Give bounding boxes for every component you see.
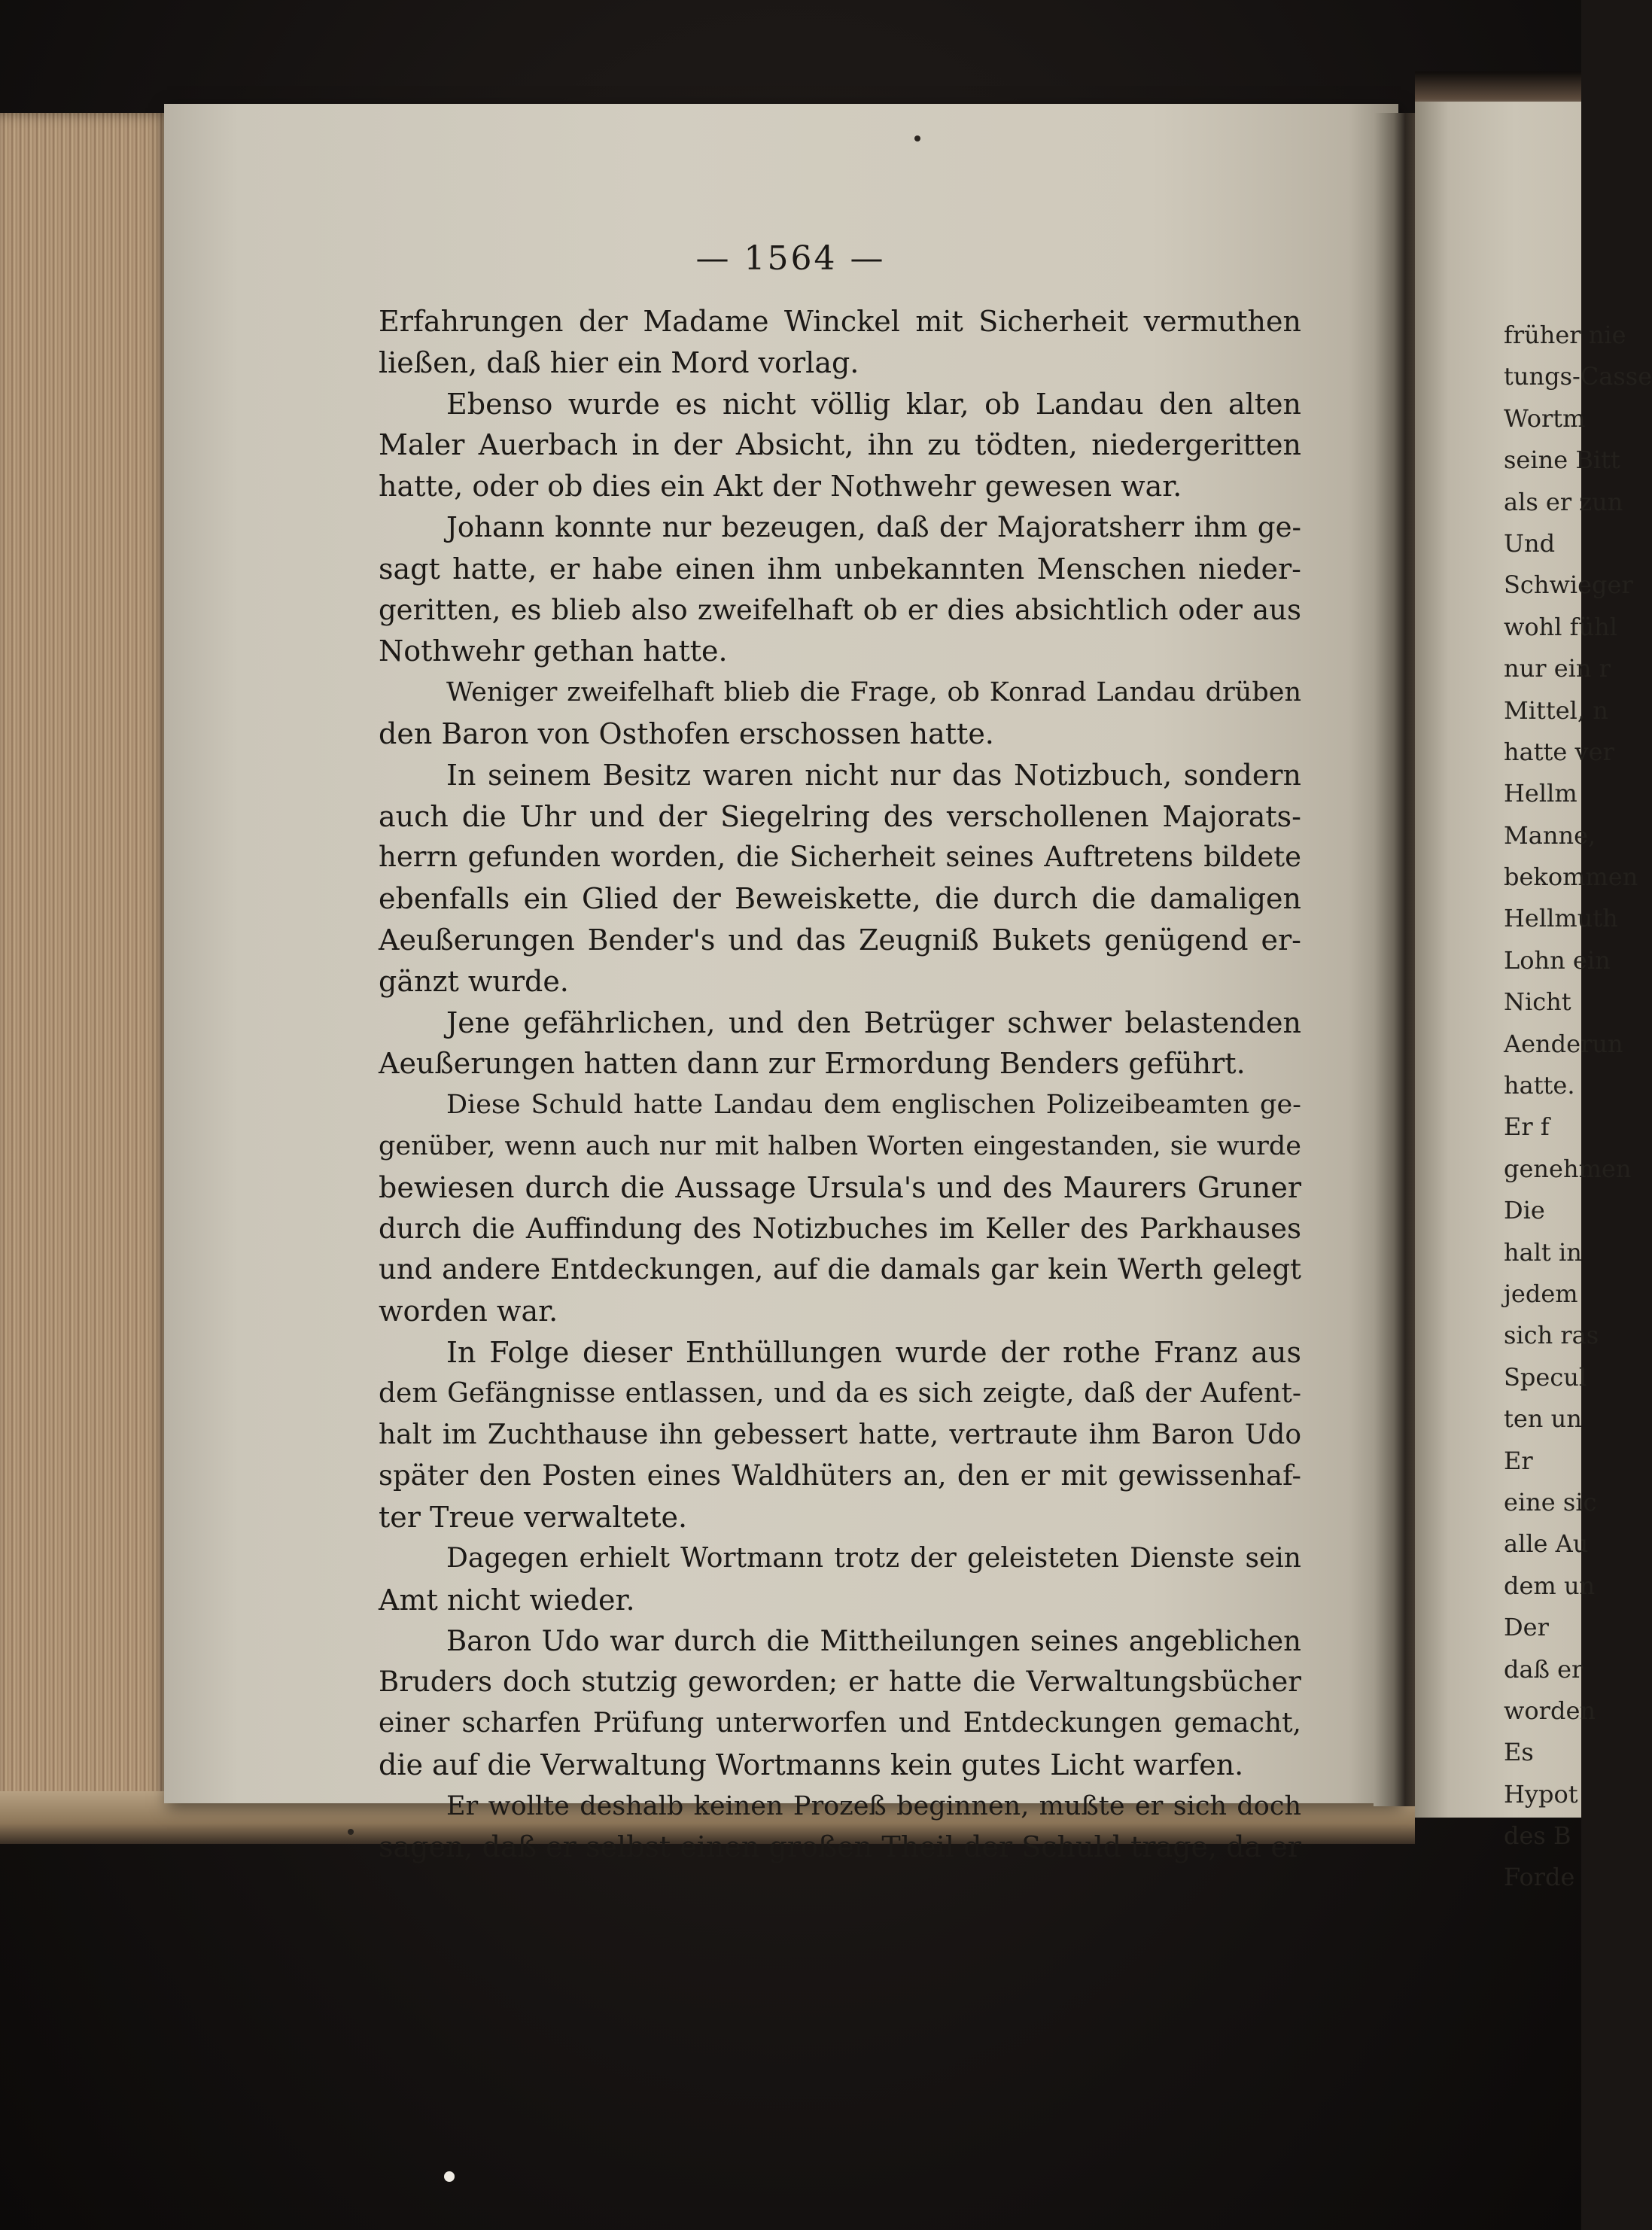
text-line: geritten, es blieb also zweifelhaft ob er dies absichtlich oder aus xyxy=(379,593,1301,626)
text-line: hatte, oder ob dies ein Akt der Nothwehr gewesen war. xyxy=(379,470,1182,503)
facing-text-line: Manne, xyxy=(1504,820,1596,850)
facing-text-line: seine Bitt xyxy=(1504,446,1620,475)
facing-text-line: Hellmuth xyxy=(1504,904,1618,933)
text-line: gänzt wurde. xyxy=(379,964,569,998)
text-line: ebenfalls ein Glied der Beweiskette, die durch die damaligen xyxy=(379,882,1301,916)
text-line: Nothwehr gethan hatte. xyxy=(379,634,728,668)
facing-text-line: hatte. xyxy=(1504,1071,1575,1100)
facing-text-line: Er f xyxy=(1504,1112,1550,1142)
facing-text-line: Und xyxy=(1504,528,1556,558)
facing-text-line: Lohn ein xyxy=(1504,945,1611,975)
facing-text-line: des B xyxy=(1504,1821,1571,1851)
facing-page-text xyxy=(1504,315,1652,1899)
page-body-text xyxy=(379,301,1301,1868)
page-block-edge xyxy=(0,113,173,1814)
text-line: Bruders doch stutzig geworden; er hatte die Verwaltungsbücher xyxy=(379,1666,1301,1699)
facing-text-line: tungs-Casse xyxy=(1504,362,1652,391)
text-line: Ebenso wurde es nicht völlig klar, ob Landau den alten xyxy=(446,387,1301,421)
text-line: einer scharfen Prüfung unterworfen und Entdeckungen gemacht, xyxy=(379,1708,1301,1739)
text-line: Dagegen erhielt Wortmann trotz der geleisteten Dienste sein xyxy=(446,1542,1301,1574)
text-line: den Baron von Osthofen erschossen hatte. xyxy=(379,716,994,750)
text-line: und andere Entdeckungen, auf die damals gar kein Werth gelegt xyxy=(379,1253,1301,1286)
facing-text-line: Specul xyxy=(1504,1362,1587,1392)
facing-text-line: Mittel, n xyxy=(1504,695,1608,725)
text-line: ter Treue verwaltete. xyxy=(379,1501,688,1535)
book-gutter xyxy=(1374,113,1419,1806)
facing-text-line: Aenderun xyxy=(1504,1029,1623,1058)
text-line: Er wollte deshalb keinen Prozeß beginnen, mußte er sich doch xyxy=(446,1790,1301,1821)
facing-text-line: Schwieger xyxy=(1504,570,1633,600)
text-line: genüber, wenn auch nur mit halben Worten eingestanden, sie wurde xyxy=(379,1130,1301,1161)
facing-text-line: Die xyxy=(1504,1196,1545,1225)
facing-text-line: Forde xyxy=(1504,1863,1575,1892)
facing-text-line: früher nie xyxy=(1504,321,1626,349)
facing-text-line: eine sic xyxy=(1504,1487,1597,1517)
facing-text-line: worden xyxy=(1504,1696,1596,1725)
facing-text-line: hatte ver xyxy=(1504,737,1614,766)
facing-text-line: wohl fühl xyxy=(1504,612,1617,641)
text-line: auch die Uhr und der Siegelring des verschollenen Majorats- xyxy=(379,799,1301,833)
text-line: Jene gefährlichen, und den Betrüger schwer belastenden xyxy=(446,1005,1301,1039)
facing-text-line: als er zun xyxy=(1504,487,1623,516)
text-line: Amt nicht wieder. xyxy=(379,1583,635,1617)
text-line: sagt hatte, er habe einen ihm unbekannten Menschen nieder- xyxy=(379,552,1301,586)
text-line: herrn gefunden worden, die Sicherheit seines Auftretens bildete xyxy=(379,841,1301,874)
page-number: — 1564 — xyxy=(695,239,886,278)
facing-text-line: Nicht xyxy=(1504,987,1571,1017)
text-line: Johann konnte nur bezeugen, daß der Majoratsherr ihm ge- xyxy=(446,510,1301,543)
text-line: bewiesen durch die Aussage Ursula's und des Maurers Gruner xyxy=(379,1170,1301,1204)
text-line: dem Gefängnisse entlassen, und da es sich zeigte, daß der Aufent- xyxy=(379,1377,1301,1409)
facing-text-line: daß er xyxy=(1504,1654,1584,1684)
facing-text-line: genehmen xyxy=(1504,1154,1632,1183)
text-line: Aeußerungen Bender's und das Zeugniß Bukets genügend er- xyxy=(379,923,1301,957)
facing-text-line: bekommen xyxy=(1504,862,1638,892)
facing-text-line: ten un xyxy=(1504,1404,1582,1434)
text-line: Baron Udo war durch die Mittheilungen seines angeblichen xyxy=(446,1624,1301,1657)
text-line: später den Posten eines Waldhüters an, den er mit gewissenhaf- xyxy=(379,1459,1301,1492)
facing-text-line: Er xyxy=(1504,1446,1533,1475)
text-line: durch die Auffindung des Notizbuches im Keller des Parkhauses xyxy=(379,1212,1301,1245)
facing-text-line: Es xyxy=(1504,1738,1534,1767)
facing-text-line: Der xyxy=(1504,1613,1549,1642)
facing-text-line: Hellm xyxy=(1504,779,1577,808)
paper-speck xyxy=(914,135,920,141)
text-line: ließen, daß hier ein Mord vorlag. xyxy=(379,345,859,379)
facing-text-line: sich ras xyxy=(1504,1321,1599,1350)
text-line: die auf die Verwaltung Wortmanns kein gutes Licht warfen. xyxy=(379,1748,1244,1781)
text-line: worden war. xyxy=(379,1294,558,1328)
text-line: Diese Schuld hatte Landau dem englischen Polizeibeamten ge- xyxy=(446,1090,1301,1121)
facing-text-line: jedem xyxy=(1504,1279,1578,1308)
text-line: In seinem Besitz waren nicht nur das Notizbuch, sondern xyxy=(446,758,1301,792)
text-line: Weniger zweifelhaft blieb die Frage, ob Konrad Landau drüben xyxy=(446,677,1301,708)
facing-text-line: halt in xyxy=(1504,1237,1582,1267)
text-line: sagen, daß er selbst einen großen Theil der Schuld trage, da er xyxy=(379,1830,1301,1864)
text-line: Maler Auerbach in der Absicht, ihn zu tödten, niedergeritten xyxy=(379,428,1301,462)
text-line: halt im Zuchthause ihn gebessert hatte, vertraute ihm Baron Udo xyxy=(379,1419,1301,1450)
text-line: Erfahrungen der Madame Winckel mit Sicherheit vermuthen xyxy=(379,305,1301,338)
text-line: Aeußerungen hatten dann zur Ermordung Benders geführt. xyxy=(379,1047,1246,1081)
dust-speck xyxy=(444,2171,455,2182)
facing-text-line: nur ein r xyxy=(1504,654,1611,683)
paper-speck xyxy=(348,1829,354,1835)
text-line: In Folge dieser Enthüllungen wurde der rothe Franz aus xyxy=(446,1335,1301,1369)
facing-text-line: dem un xyxy=(1504,1571,1596,1600)
facing-text-line: Hypot xyxy=(1504,1779,1578,1809)
facing-text-line: Wortm xyxy=(1504,403,1586,433)
facing-text-line: alle Au xyxy=(1504,1529,1589,1559)
